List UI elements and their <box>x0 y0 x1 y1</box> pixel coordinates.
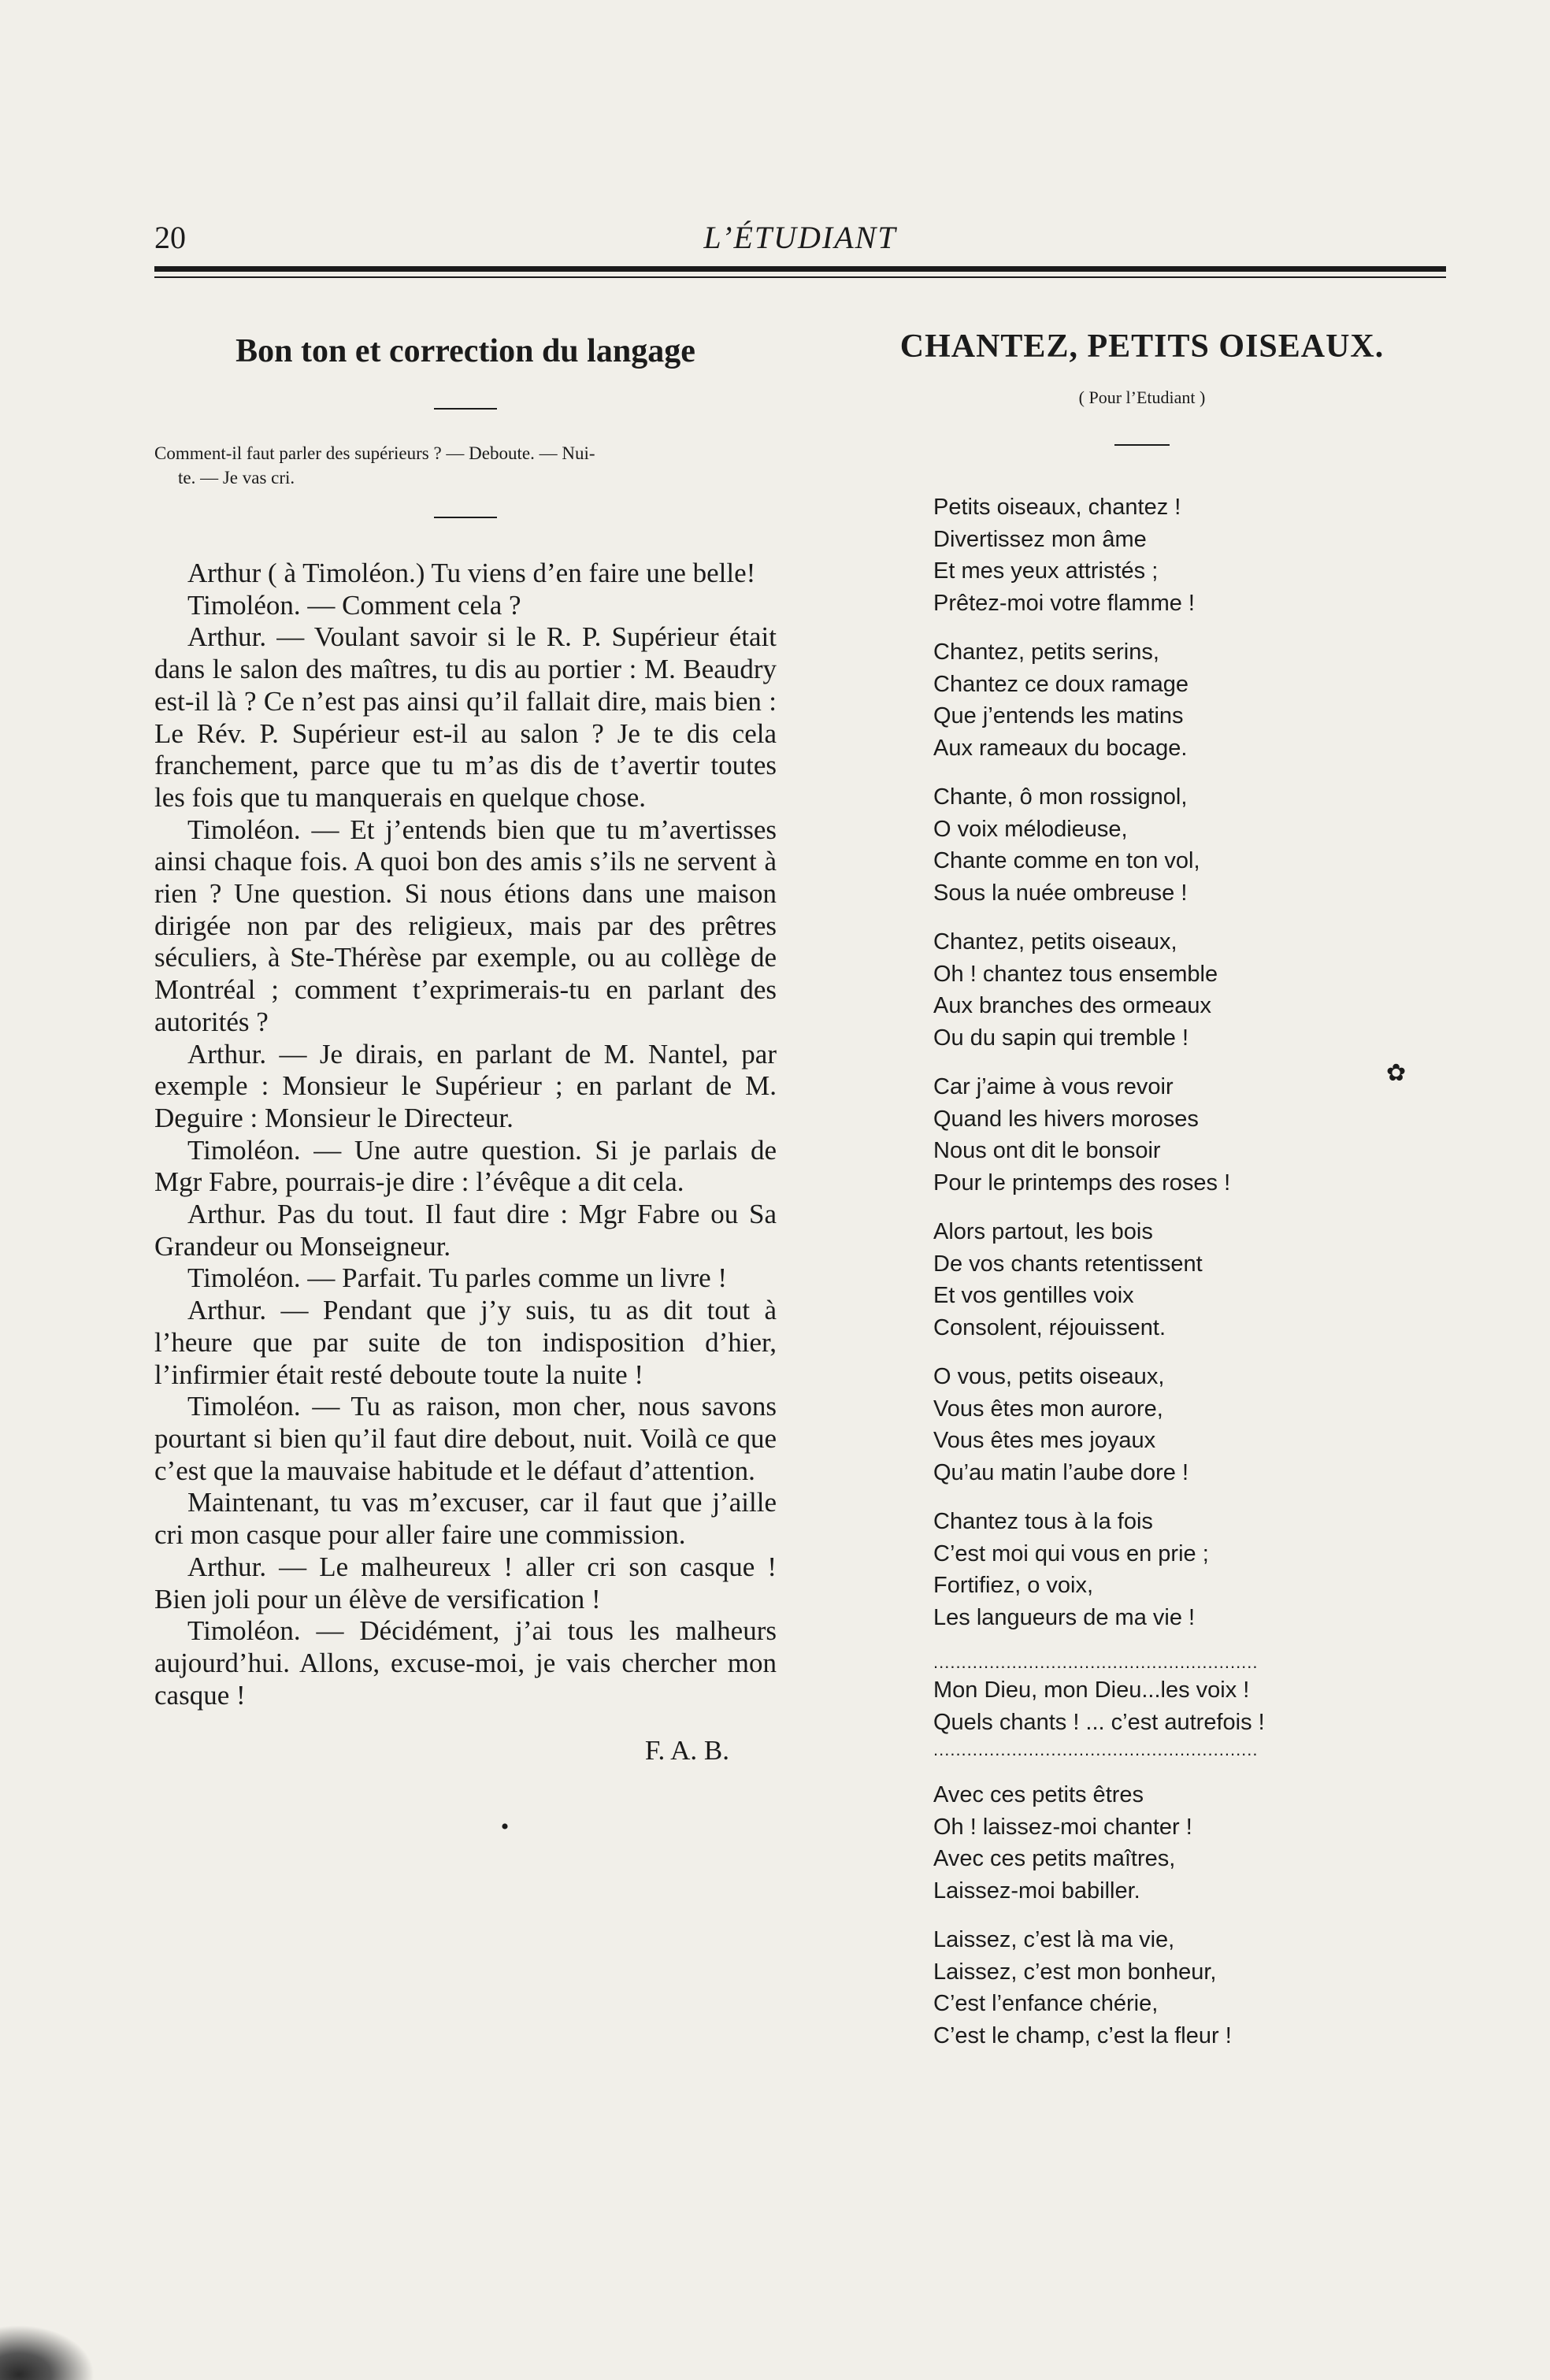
dialogue-paragraph: Timoléon. — Parfait. Tu parles comme un livre ! <box>187 1262 728 1294</box>
summary-line: Comment-il faut parler des supérieurs ? — Deboute. — Nui- <box>154 443 595 463</box>
verse-line: Fortifiez, o voix, <box>933 1573 1094 1598</box>
stanza <box>933 781 1433 909</box>
stanza <box>933 1924 1433 2052</box>
dialogue-paragraph: Timoléon. — Une autre question. Si je parlais de Mgr Fabre, pourrais-je dire : l’évêque a dit cela. <box>154 1134 777 1198</box>
verse-line: Qu’au matin l’aube dore ! <box>933 1459 1189 1485</box>
verse-line: Sous la nuée ombreuse ! <box>933 880 1188 906</box>
verse-line: Laissez-moi babiller. <box>933 1878 1140 1904</box>
stanza <box>933 926 1433 1054</box>
verse-line: Chantez, petits serins, <box>933 639 1159 665</box>
poem-body <box>933 491 1433 2052</box>
verse-line: Oh ! laissez-moi chanter ! <box>933 1814 1192 1840</box>
verse-line: Quels chants ! ... c’est autrefois ! <box>933 1709 1265 1735</box>
verse-line: Vous êtes mes joyaux <box>933 1428 1156 1453</box>
stanza <box>933 1506 1433 1633</box>
verse-line: Les langueurs de ma vie ! <box>933 1604 1196 1630</box>
verse-line: Quand les hivers moroses <box>933 1106 1199 1132</box>
verse-line: Aux branches des ormeaux <box>933 993 1212 1018</box>
summary-rule <box>434 517 497 518</box>
dialogue-paragraph: Timoléon. — Et j’entends bien que tu m’avertisses ainsi chaque fois. A quoi bon des amis s’ils ne servent à rien ? Une question. Si nous étions dans une maison dirigée non par des religieux, mais par des prêtres séculiers, à Ste-Thérèse par exemple, ou au collège de Montréal ; comment t’exprimerais-tu en parlant des autorités ? <box>154 814 777 1037</box>
verse-line: Chantez ce doux ramage <box>933 671 1189 697</box>
verse-line: Nous ont dit le bonsoir <box>933 1138 1161 1163</box>
dialogue <box>154 558 777 1711</box>
verse-line: Alors partout, les bois <box>933 1219 1153 1244</box>
dialogue-paragraph: Arthur. — Je dirais, en parlant de M. Nantel, par exemple : Monsieur le Supérieur ; en parlant de M. Deguire : Monsieur le Directeur. <box>154 1038 777 1133</box>
verse-line: Et mes yeux attristés ; <box>933 558 1159 584</box>
dialogue-paragraph: Arthur. — Le malheureux ! aller cri son casque ! Bien joli pour un élève de versification ! <box>154 1551 777 1614</box>
interlude <box>933 1651 1433 1762</box>
verse-line: Car j’aime à vous revoir <box>933 1074 1174 1099</box>
dialogue-paragraph: Timoléon. — Tu as raison, mon cher, nous savons pourtant si bien qu’il faut dire debout, nuit. Voilà ce que c’est que la mauvaise habitude et le défaut d’attention. <box>154 1391 777 1486</box>
verse-line: C’est le champ, c’est la fleur ! <box>933 2022 1232 2048</box>
dotted-separator: .......................................................... <box>933 1740 1259 1759</box>
stanza <box>933 1361 1433 1488</box>
article-summary <box>154 441 777 490</box>
verse-line: O vous, petits oiseaux, <box>933 1364 1165 1389</box>
title-rule <box>434 408 497 410</box>
verse-line: Divertissez mon âme <box>933 526 1147 552</box>
verse-line: Vous êtes mon aurore, <box>933 1396 1163 1422</box>
verse-line: Petits oiseaux, chantez ! <box>933 495 1181 520</box>
signature: F. A. B. <box>644 1735 729 1766</box>
ink-blot <box>0 2325 95 2380</box>
verse-line: Avec ces petits êtres <box>933 1782 1144 1807</box>
journal-title: L’ÉTUDIANT <box>703 220 897 255</box>
summary-line: te. — Je vas cri. <box>178 468 295 487</box>
left-column <box>154 315 777 1841</box>
header-rule-thick <box>154 266 1446 272</box>
poem-title: CHANTEZ, PETITS OISEAUX. <box>899 328 1385 365</box>
verse-line: O voix mélodieuse, <box>933 816 1128 842</box>
verse-line: Chantez tous à la fois <box>933 1509 1153 1534</box>
dialogue-paragraph: Maintenant, tu vas m’excuser, car il faut que j’aille cri mon casque pour aller faire une commission. <box>154 1487 777 1551</box>
dialogue-paragraph: Arthur. Pas du tout. Il faut dire : Mgr Fabre ou Sa Grandeur ou Monseigneur. <box>154 1199 777 1262</box>
page-number: 20 <box>154 220 186 255</box>
verse-line: Que j’entends les matins <box>933 703 1184 728</box>
verse-line: Laissez, c’est là ma vie, <box>933 1927 1175 1952</box>
end-bullet: • <box>500 1814 510 1841</box>
stanza <box>933 1216 1433 1344</box>
verse-line: Aux rameaux du bocage. <box>933 735 1188 761</box>
poem-rule <box>1114 444 1170 446</box>
verse-line: Oh ! chantez tous ensemble <box>933 961 1218 987</box>
dialogue-paragraph: Arthur. — Pendant que j’y suis, tu as dit tout à l’heure que par suite de ton indisposition d’hier, l’infirmier était resté deboute toute la nuite ! <box>154 1295 777 1390</box>
poem-dedication: ( Pour l’Etudiant ) <box>1078 387 1206 407</box>
article-title: Bon ton et correction du langage <box>235 333 695 369</box>
verse-line: Laissez, c’est mon bonheur, <box>933 1959 1217 1985</box>
verse-line: C’est l’enfance chérie, <box>933 1991 1159 2016</box>
stanza <box>933 1779 1433 1907</box>
verse-line: Consolent, réjouissent. <box>933 1314 1166 1340</box>
verse-line: De vos chants retentissent <box>933 1251 1203 1277</box>
header-rule-thin <box>154 276 1446 278</box>
stanza <box>933 636 1433 764</box>
verse-line: Chante, ô mon rossignol, <box>933 784 1188 810</box>
verse-line: Mon Dieu, mon Dieu...les voix ! <box>933 1677 1250 1703</box>
stanza <box>933 1071 1433 1199</box>
verse-line: Chante comme en ton vol, <box>933 848 1200 873</box>
verse-line: Pour le printemps des roses ! <box>933 1170 1231 1196</box>
verse-line: Avec ces petits maîtres, <box>933 1846 1176 1871</box>
dotted-separator: .......................................................... <box>933 1652 1259 1672</box>
verse-line: Et vos gentilles voix <box>933 1283 1134 1308</box>
verse-line: Ou du sapin qui tremble ! <box>933 1025 1189 1051</box>
page-header <box>154 219 1446 266</box>
margin-ornament: ✿ <box>1386 1060 1407 1086</box>
dialogue-paragraph: Arthur ( à Timoléon.) Tu viens d’en faire une belle! <box>187 558 756 588</box>
dialogue-paragraph: Timoléon. — Comment cela ? <box>187 589 521 621</box>
verse-line: C’est moi qui vous en prie ; <box>933 1540 1209 1566</box>
verse-line: Chantez, petits oiseaux, <box>933 929 1177 955</box>
right-column <box>851 315 1433 2069</box>
stanza <box>933 491 1433 619</box>
verse-line: Prêtez-moi votre flamme ! <box>933 590 1195 616</box>
dialogue-paragraph: Arthur. — Voulant savoir si le R. P. Supérieur était dans le salon des maîtres, tu dis au portier : M. Beaudry est-il là ? Ce n’est pas ainsi qu’il fallait dire, mais bien : Le Rév. P. Supérieur est-il au salon ? Je te dis cela franchement, parce que tu m’as dis de t’avertir toutes les fois que tu manquerais en quelque chose. <box>154 621 777 813</box>
dialogue-paragraph: Timoléon. — Décidément, j’ai tous les malheurs aujourd’hui. Allons, excuse-moi, je vais chercher mon casque ! <box>154 1615 777 1711</box>
